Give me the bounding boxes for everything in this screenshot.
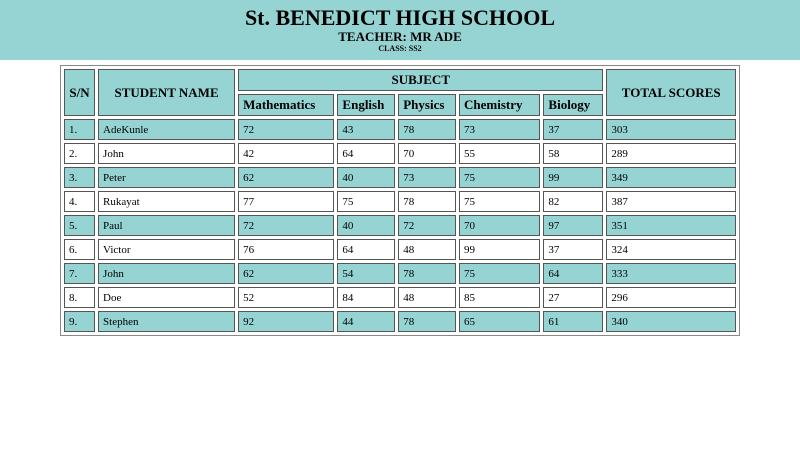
cell-chemistry: 85 [459,287,540,308]
cell-sn: 7. [64,263,95,284]
table-row [64,119,736,140]
cell-student-name: Doe [98,287,235,308]
cell-total: 324 [606,239,736,260]
cell-physics: 48 [398,287,456,308]
cell-student-name: Stephen [98,311,235,332]
cell-chemistry: 75 [459,263,540,284]
table-row [64,167,736,188]
cell-biology: 58 [543,143,603,164]
table-row [64,287,736,308]
cell-english: 84 [337,287,395,308]
cell-sn: 5. [64,215,95,236]
cell-sn: 2. [64,143,95,164]
cell-student-name: Rukayat [98,191,235,212]
cell-biology: 37 [543,239,603,260]
cell-chemistry: 65 [459,311,540,332]
cell-biology: 37 [543,119,603,140]
header-subject: SUBJECT [238,69,603,91]
cell-student-name: John [98,143,235,164]
cell-physics: 78 [398,263,456,284]
header-sn: S/N [64,69,95,116]
cell-student-name: Peter [98,167,235,188]
scores-table-container [60,65,740,336]
cell-total: 303 [606,119,736,140]
cell-student-name: Paul [98,215,235,236]
scores-table [60,65,740,336]
cell-mathematics: 52 [238,287,334,308]
cell-biology: 61 [543,311,603,332]
cell-physics: 72 [398,215,456,236]
cell-sn: 1. [64,119,95,140]
cell-chemistry: 99 [459,239,540,260]
cell-student-name: John [98,263,235,284]
cell-student-name: Victor [98,239,235,260]
cell-chemistry: 70 [459,215,540,236]
page-header [0,0,800,60]
cell-sn: 3. [64,167,95,188]
table-row [64,143,736,164]
table-row [64,215,736,236]
cell-chemistry: 73 [459,119,540,140]
cell-english: 43 [337,119,395,140]
header-chemistry: Chemistry [459,94,540,116]
cell-english: 40 [337,167,395,188]
cell-biology: 99 [543,167,603,188]
cell-physics: 70 [398,143,456,164]
header-mathematics: Mathematics [238,94,334,116]
cell-physics: 78 [398,119,456,140]
cell-sn: 4. [64,191,95,212]
cell-chemistry: 75 [459,167,540,188]
cell-english: 75 [337,191,395,212]
teacher-name: TEACHER: MR ADE [338,29,462,44]
cell-biology: 64 [543,263,603,284]
cell-mathematics: 72 [238,215,334,236]
cell-total: 333 [606,263,736,284]
cell-mathematics: 62 [238,263,334,284]
cell-biology: 97 [543,215,603,236]
cell-physics: 78 [398,311,456,332]
cell-english: 44 [337,311,395,332]
cell-chemistry: 75 [459,191,540,212]
table-row [64,263,736,284]
cell-total: 387 [606,191,736,212]
cell-total: 289 [606,143,736,164]
cell-physics: 78 [398,191,456,212]
header-english: English [337,94,395,116]
cell-total: 349 [606,167,736,188]
cell-biology: 82 [543,191,603,212]
header-physics: Physics [398,94,456,116]
cell-total: 340 [606,311,736,332]
cell-sn: 8. [64,287,95,308]
header-student-name: STUDENT NAME [98,69,235,116]
cell-english: 40 [337,215,395,236]
cell-sn: 6. [64,239,95,260]
cell-biology: 27 [543,287,603,308]
cell-mathematics: 62 [238,167,334,188]
cell-student-name: AdeKunle [98,119,235,140]
cell-sn: 9. [64,311,95,332]
cell-physics: 73 [398,167,456,188]
cell-chemistry: 55 [459,143,540,164]
school-name: St. BENEDICT HIGH SCHOOL [244,5,556,30]
cell-english: 54 [337,263,395,284]
class-name: CLASS: SS2 [378,44,422,53]
header-total-scores: TOTAL SCORES [606,69,736,116]
cell-mathematics: 42 [238,143,334,164]
cell-mathematics: 77 [238,191,334,212]
table-row [64,311,736,332]
cell-english: 64 [337,239,395,260]
cell-total: 351 [606,215,736,236]
table-row [64,191,736,212]
cell-english: 64 [337,143,395,164]
cell-mathematics: 76 [238,239,334,260]
cell-total: 296 [606,287,736,308]
cell-physics: 48 [398,239,456,260]
header-biology: Biology [543,94,603,116]
cell-mathematics: 92 [238,311,334,332]
cell-mathematics: 72 [238,119,334,140]
table-row [64,239,736,260]
